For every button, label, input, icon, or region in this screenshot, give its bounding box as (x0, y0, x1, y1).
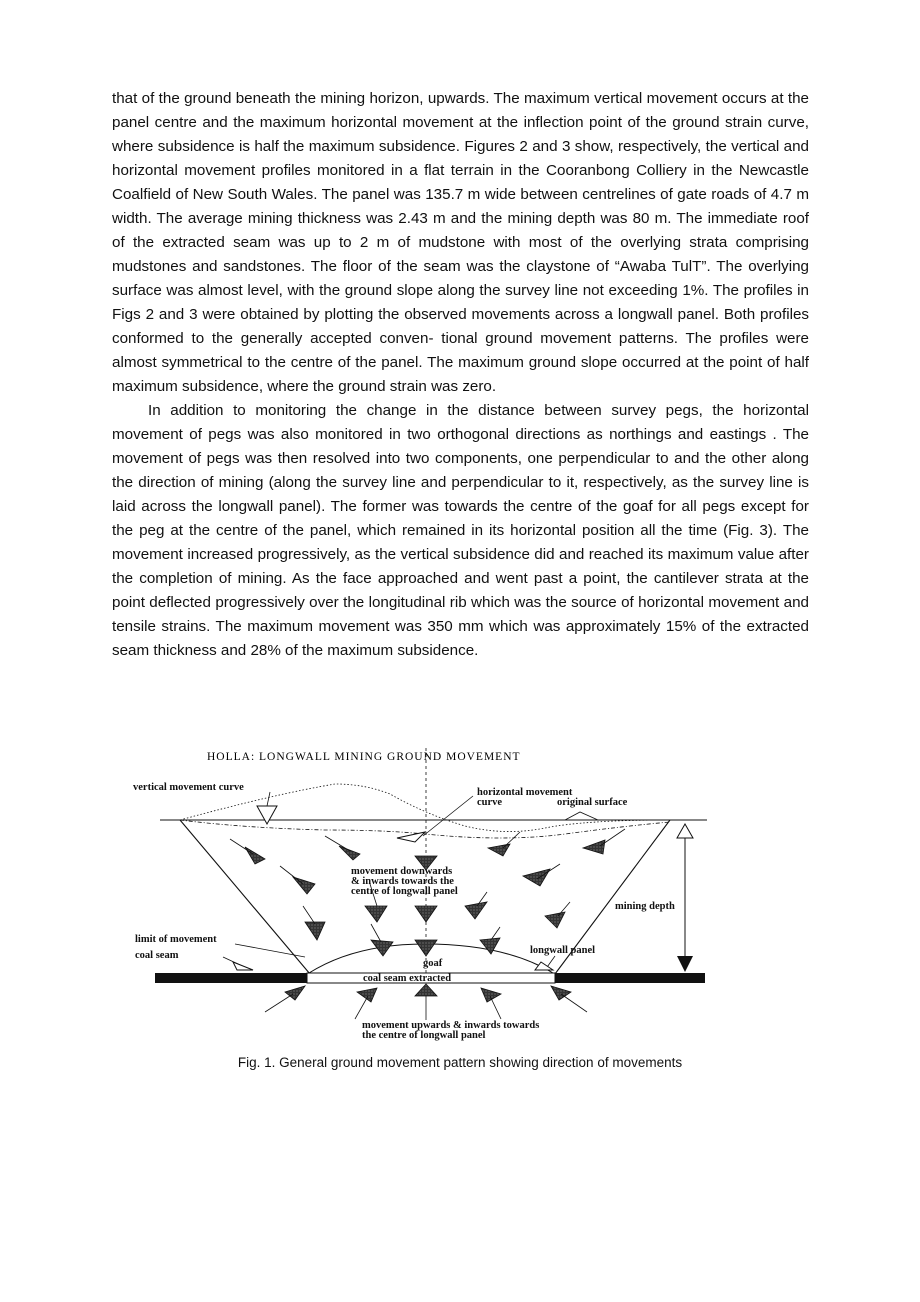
figure-1 (125, 744, 725, 1044)
limit-line-left (180, 820, 310, 974)
mining-depth-arrow-up (677, 824, 693, 838)
downwards-label-2: & inwards towards the (351, 876, 454, 887)
downwards-label-1: movement downwards (351, 866, 453, 877)
upward-arrows (265, 984, 587, 1020)
coal-seam-label: coal seam (135, 950, 179, 961)
paragraph-2: In addition to monitoring the change in the distance between survey pegs, the horizontal movement of pegs was also monitored in two orthogonal directions as northings and eastings . The movement of pegs was then resolved into two components, one perpendicular to and the other along the direction of mining (along the survey line and perpendicular to it, respectively, as the survey line is laid across the longwall panel). The former was towards the centre of the goaf for all pegs except for the peg at the centre of the panel, which remained in its horizontal position all the time (Fig. 3). The movement increased progressively, as the vertical subsidence did and reached its maximum value after the completion of mining. As the face approached and went past a point, the cantilever strata at the point deflected progressively over the longitudinal rib which was the source of horizontal movement and tensile strains. The maximum movement was 350 mm which was approximately 15% of the extracted seam thickness and 28% of the maximum subsidence. (112, 402, 809, 659)
goaf-label: goaf (423, 958, 443, 969)
horizontal-movement-curve (180, 820, 670, 838)
figure-title: HOLLA: LONGWALL MINING GROUND MOVEMENT (207, 751, 521, 763)
vertical-curve-pointer (257, 806, 277, 824)
limit-of-movement-label: limit of movement (135, 934, 217, 945)
longwall-panel-label: longwall panel (530, 945, 596, 956)
coal-seam-left (155, 973, 307, 983)
horizontal-curve-pointer (397, 832, 425, 842)
mining-depth-label: mining depth (615, 901, 675, 912)
vertical-curve-label: vertical movement curve (133, 782, 244, 793)
ground-movement-diagram (125, 744, 725, 1044)
seam-extracted-label: coal seam extracted (363, 973, 452, 984)
upwards-label-2: the centre of longwall panel (362, 1030, 486, 1041)
upwards-label-1: movement upwards & inwards towards (362, 1020, 540, 1031)
surface-bump (565, 812, 598, 820)
figure-caption: Fig. 1. General ground movement pattern showing direction of movements (237, 1055, 683, 1070)
coal-seam-pointer (233, 962, 253, 970)
original-surface-label: original surface (557, 797, 628, 808)
coal-seam-right (555, 973, 705, 983)
mining-depth-arrow-down (677, 956, 693, 972)
horizontal-curve-label-2: curve (477, 797, 503, 808)
horizontal-curve-label-1: horizontal movement (477, 787, 573, 798)
paragraph-1: that of the ground beneath the mining horizon, upwards. The maximum vertical movement occurs at the panel centre and the maximum horizontal movement at the inflection point of the ground strain curve, where subsidence is half the maximum subsidence. Figures 2 and 3 show, respectively, the vertical and horizontal movement profiles monitored in a flat terrain in the Cooranbong Colliery in the Newcastle Coalfield of New South Wales. The panel was 135.7 m wide between centrelines of gate roads of 4.7 m width. The average mining thickness was 2.43 m and the mining depth was 80 m. The immediate roof of the extracted seam was up to 2 m of mudstone with most of the overlying strata comprising mudstones and sandstones. The floor of the seam was the claystone of “Awaba TulT”. The overlying surface was almost level, with the ground slope along the survey line not exceeding 1%. The profiles in Figs 2 and 3 were obtained by plotting the observed movements across a longwall panel. Both profiles conformed to the generally accepted conven- tional ground movement patterns. The profiles were almost symmetrical to the centre of the panel. The maximum ground slope occurred at the point of half maximum subsidence, where the ground strain was zero. (112, 90, 809, 395)
downwards-label-3: centre of longwall panel (351, 886, 458, 897)
body-text (112, 87, 809, 663)
